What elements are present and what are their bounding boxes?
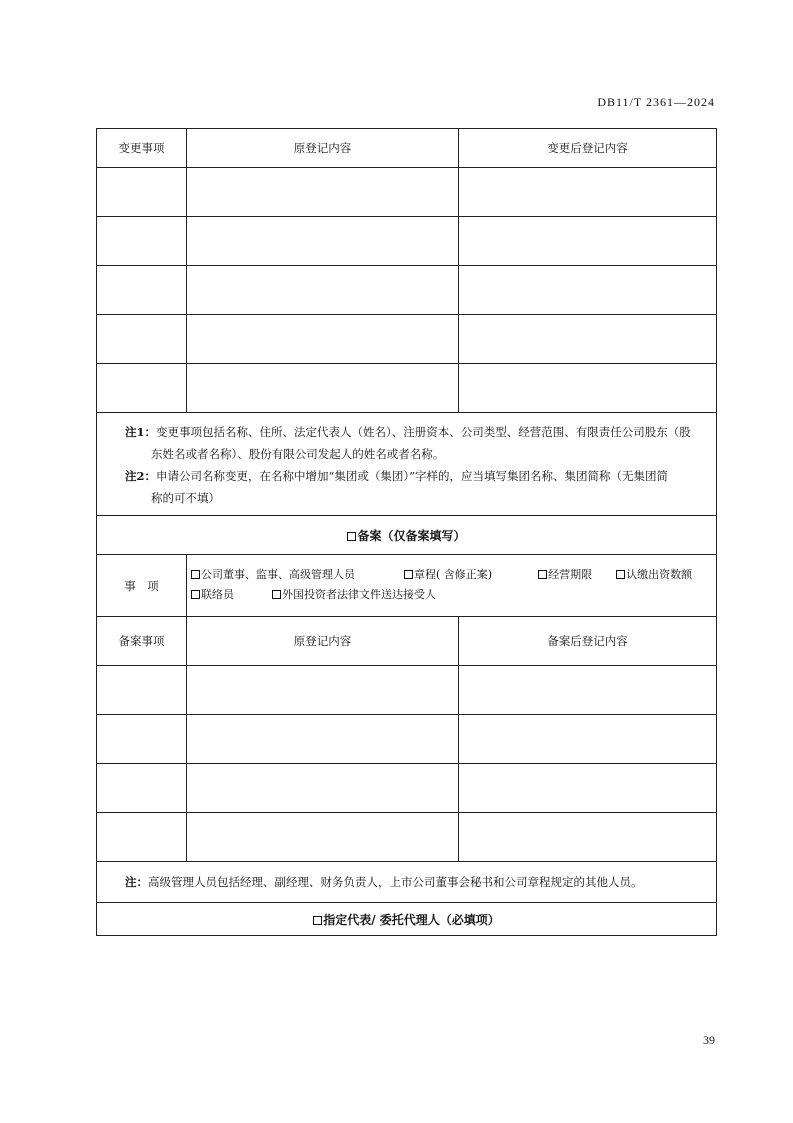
filing-checkbox[interactable] [347, 532, 356, 541]
page-number: 39 [703, 1033, 715, 1047]
change-row [97, 217, 717, 266]
filing-original-cell[interactable] [187, 813, 459, 862]
option-checkbox[interactable] [191, 590, 200, 599]
option-liaison-label: 联络员 [201, 587, 234, 601]
option-directors-label: 公司董事、监事、高级管理人员 [201, 567, 355, 581]
option-checkbox[interactable] [191, 570, 200, 579]
note1-text-continued: 东姓名或者名称）、股份有限公司发起人的姓名或者名称。 [151, 447, 445, 461]
filing-note [97, 862, 717, 903]
agent-section-row [97, 903, 717, 936]
option-capital-label: 认缴出资数额 [626, 567, 693, 581]
filing-item-cell[interactable] [97, 666, 187, 715]
filing-row [97, 715, 717, 764]
option-term-label: 经营期限 [548, 567, 593, 581]
note2-label: 注2： [125, 469, 157, 483]
change-item-cell[interactable] [97, 266, 187, 315]
option-checkbox[interactable] [616, 570, 625, 579]
option-checkbox[interactable] [404, 570, 413, 579]
registration-form-table [96, 128, 717, 936]
filing-original-header: 原登记内容 [187, 617, 459, 666]
change-item-header: 变更事项 [97, 129, 187, 168]
change-row [97, 315, 717, 364]
option-checkbox[interactable] [538, 570, 547, 579]
change-row [97, 266, 717, 315]
change-item-cell[interactable] [97, 217, 187, 266]
change-row [97, 168, 717, 217]
changed-content-cell[interactable] [459, 315, 717, 364]
filing-row [97, 813, 717, 862]
filing-items-row [97, 555, 717, 617]
note1-text: 变更事项包括名称、住所、法定代表人（姓名）、注册资本、公司类型、经营范围、有限责任公司股东（股 [156, 425, 691, 439]
original-content-cell[interactable] [187, 315, 459, 364]
filing-item-cell[interactable] [97, 764, 187, 813]
filing-section-label: 备案（仅备案填写） [357, 528, 466, 543]
filing-note-label: 注： [125, 875, 148, 889]
filing-note-text: 高级管理人员包括经理、副经理、财务负责人，上市公司董事会秘书和公司章程规定的其他人员。 [148, 875, 643, 889]
option-agent-label: 外国投资者法律文件送达接受人 [282, 587, 436, 601]
filing-after-cell[interactable] [459, 666, 717, 715]
filing-after-cell[interactable] [459, 813, 717, 862]
agent-checkbox[interactable] [313, 916, 322, 925]
note2-text-continued: 称的可不填） [151, 491, 220, 505]
filing-section-title [97, 516, 717, 555]
filing-original-cell[interactable] [187, 715, 459, 764]
agent-section-label: 指定代表/ 委托代理人（必填项） [323, 912, 500, 927]
original-content-cell[interactable] [187, 364, 459, 413]
filing-after-cell[interactable] [459, 715, 717, 764]
change-item-cell[interactable] [97, 315, 187, 364]
filing-item-cell[interactable] [97, 813, 187, 862]
filing-after-cell[interactable] [459, 764, 717, 813]
changed-content-cell[interactable] [459, 168, 717, 217]
option-articles-label: 章程( 含修正案) [414, 567, 493, 581]
agent-section-title [97, 903, 717, 936]
original-content-header: 原登记内容 [187, 129, 459, 168]
changed-content-header: 变更后登记内容 [459, 129, 717, 168]
filing-original-cell[interactable] [187, 666, 459, 715]
note1-label: 注1： [125, 425, 157, 439]
filing-items-label: 事 项 [97, 555, 187, 617]
filing-item-header: 备案事项 [97, 617, 187, 666]
document-code: DB11/T 2361—2024 [597, 95, 715, 109]
changed-content-cell[interactable] [459, 364, 717, 413]
option-checkbox[interactable] [272, 590, 281, 599]
change-notes [97, 413, 717, 516]
filing-item-cell[interactable] [97, 715, 187, 764]
original-content-cell[interactable] [187, 217, 459, 266]
filing-header-row [97, 617, 717, 666]
note2-text: 申请公司名称变更，在名称中增加“集团或（集团）”字样的，应当填写集团名称、集团简称（无集团简 [156, 469, 669, 483]
filing-note-row [97, 862, 717, 903]
change-row [97, 364, 717, 413]
original-content-cell[interactable] [187, 266, 459, 315]
filing-section-row [97, 516, 717, 555]
filing-original-cell[interactable] [187, 764, 459, 813]
change-item-cell[interactable] [97, 168, 187, 217]
filing-row [97, 666, 717, 715]
change-notes-row [97, 413, 717, 516]
changed-content-cell[interactable] [459, 266, 717, 315]
change-header-row [97, 129, 717, 168]
filing-after-header: 备案后登记内容 [459, 617, 717, 666]
original-content-cell[interactable] [187, 168, 459, 217]
change-item-cell[interactable] [97, 364, 187, 413]
filing-row [97, 764, 717, 813]
filing-items-options [187, 555, 717, 617]
changed-content-cell[interactable] [459, 217, 717, 266]
